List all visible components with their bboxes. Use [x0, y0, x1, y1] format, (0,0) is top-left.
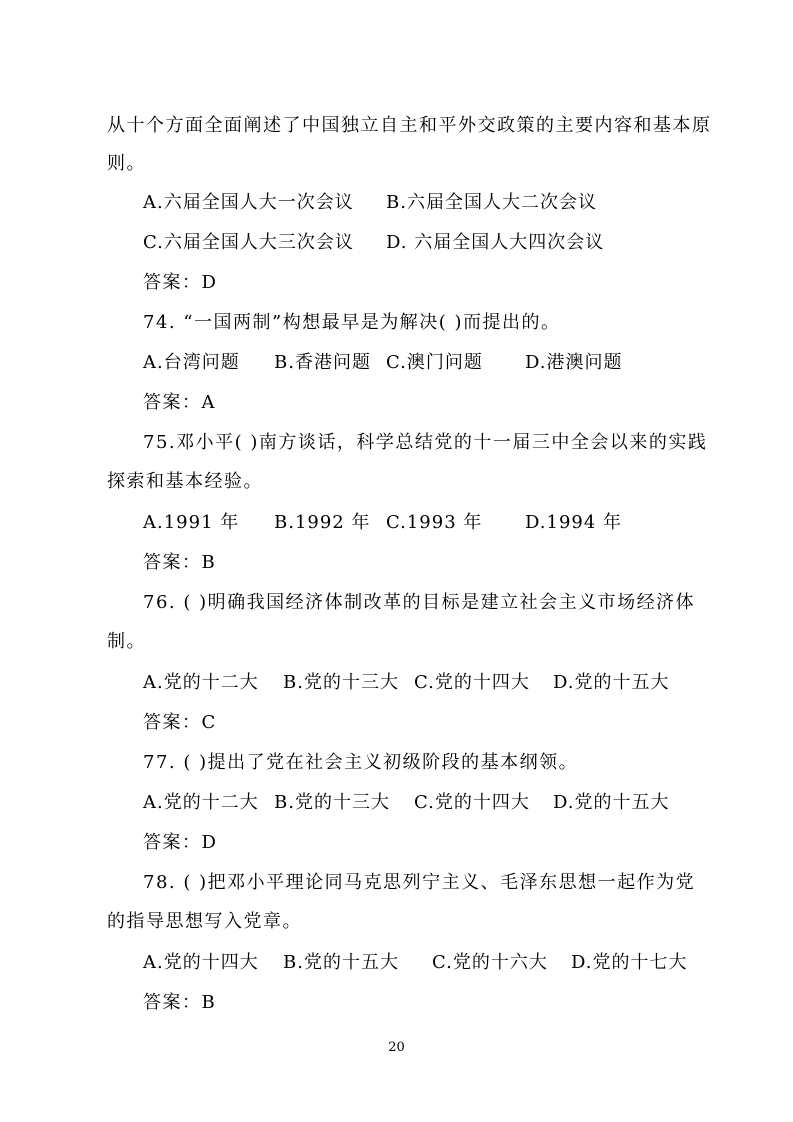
- q74-stem: 74. “一国两制”构想最早是为解决( )而提出的。: [143, 312, 561, 333]
- q76-answer: 答案：C: [143, 712, 217, 733]
- q77-option-c: C.党的十四大: [414, 792, 530, 813]
- q78-option-d: D.党的十七大: [571, 952, 688, 973]
- q75-option-a: A.1991 年: [143, 512, 240, 533]
- q76-option-a: A.党的十二大: [143, 672, 259, 693]
- q78-option-a: A.党的十四大: [143, 952, 259, 973]
- q73-option-a: A.六届全国人大一次会议: [143, 192, 354, 213]
- q78-option-b: B.党的十五大: [283, 952, 399, 973]
- q76-option-c: C.党的十四大: [414, 672, 530, 693]
- q73-option-b: B.六届全国人大二次会议: [386, 192, 597, 213]
- q73-answer: 答案：D: [143, 272, 218, 293]
- q73-option-c: C.六届全国人大三次会议: [143, 232, 354, 253]
- q75-option-c: C.1993 年: [386, 512, 483, 533]
- q75-stem-line-1: 75.邓小平( )南方谈话，科学总结党的十一届三中全会以来的实践: [143, 432, 708, 453]
- q77-option-b: B.党的十三大: [274, 792, 390, 813]
- q77-answer: 答案：D: [143, 832, 218, 853]
- q75-option-d: D.1994 年: [525, 512, 623, 533]
- q76-option-b: B.党的十三大: [283, 672, 399, 693]
- q77-stem: 77. ( )提出了党在社会主义初级阶段的基本纲领。: [143, 752, 579, 773]
- q74-option-c: C.澳门问题: [386, 352, 483, 373]
- q76-stem-line-2: 制。: [107, 631, 146, 652]
- q75-answer: 答案：B: [143, 552, 217, 573]
- q75-stem-line-2: 探索和基本经验。: [107, 471, 263, 492]
- q73-option-d: D. 六届全国人大四次会议: [386, 232, 605, 253]
- q78-answer: 答案：B: [143, 992, 217, 1013]
- q78-option-c: C.党的十六大: [432, 952, 548, 973]
- q78-stem-line-2: 的指导思想写入党章。: [107, 911, 302, 932]
- page-number: 20: [388, 1040, 405, 1055]
- q74-option-d: D.港澳问题: [525, 352, 623, 373]
- q74-option-b: B.香港问题: [274, 352, 371, 373]
- intro-line-1: 从十个方面全面阐述了中国独立自主和平外交政策的主要内容和基本原: [107, 115, 712, 136]
- q75-option-b: B.1992 年: [274, 512, 371, 533]
- q76-stem-line-1: 76. ( )明确我国经济体制改革的目标是建立社会主义市场经济体: [143, 592, 696, 613]
- q74-option-a: A.台湾问题: [143, 352, 240, 373]
- q76-option-d: D.党的十五大: [553, 672, 670, 693]
- q74-answer: 答案：A: [143, 392, 216, 413]
- q77-option-a: A.党的十二大: [143, 792, 259, 813]
- q78-stem-line-1: 78. ( )把邓小平理论同马克思列宁主义、毛泽东思想一起作为党: [143, 872, 696, 893]
- q77-option-d: D.党的十五大: [553, 792, 670, 813]
- intro-line-2: 则。: [107, 153, 146, 174]
